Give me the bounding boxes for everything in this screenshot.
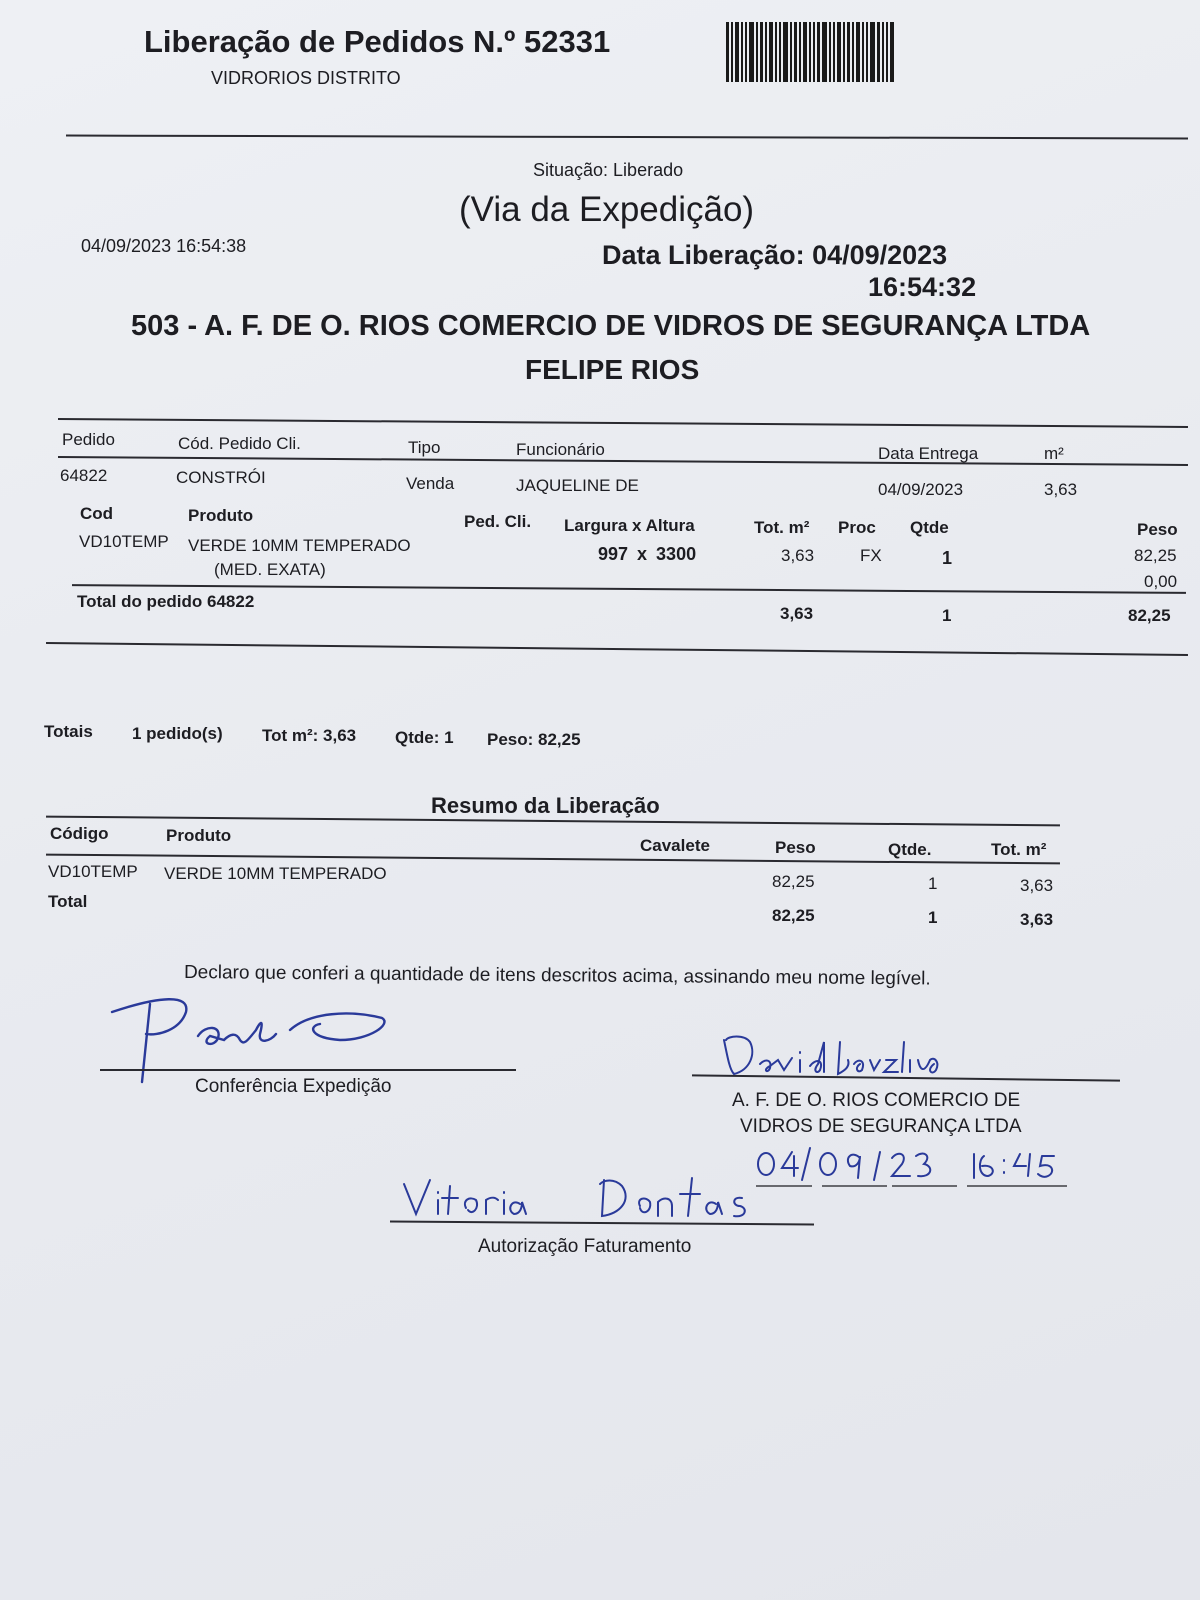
- totals-peso: Peso: 82,25: [487, 730, 581, 749]
- print-datetime: 04/09/2023 16:54:38: [81, 236, 247, 256]
- item-header-proc: Proc: [838, 518, 876, 537]
- delivery-date: 04/09/2023: [878, 480, 964, 499]
- copy-label: (Via da Expedição): [459, 190, 755, 229]
- item-header-tot-m2: Tot. m²: [754, 518, 810, 537]
- order-number: 64822: [60, 466, 108, 485]
- order-total-m2: 3,63: [780, 604, 814, 623]
- summary-header-produto: Produto: [166, 826, 232, 845]
- order-total-qtde: 1: [942, 606, 952, 625]
- item-product: VERDE 10MM TEMPERADO: [188, 536, 411, 555]
- client-name: 503 - A. F. DE O. RIOS COMERCIO DE VIDROS DE SEGURANÇA LTDA: [131, 310, 1091, 342]
- client-contact: FELIPE RIOS: [525, 354, 700, 385]
- totals-m2: Tot m²: 3,63: [262, 726, 357, 745]
- col-header-funcionario: Funcionário: [516, 440, 605, 459]
- col-header-tipo: Tipo: [408, 438, 441, 457]
- order-m2: 3,63: [1044, 480, 1078, 499]
- conferencia-signature: [100, 990, 400, 1090]
- item-header-qtde: Qtde: [910, 518, 949, 537]
- order-table-top-line: [58, 418, 1188, 427]
- barcode-icon: [726, 22, 922, 82]
- cliente-label-line2: VIDROS DE SEGURANÇA LTDA: [740, 1116, 1022, 1137]
- item-header-ped-cli: Ped. Cli.: [464, 512, 532, 531]
- summary-row-tot-m2: 3,63: [1020, 876, 1054, 895]
- item-code: VD10TEMP: [79, 532, 169, 551]
- item-tot-m2: 3,63: [781, 546, 815, 565]
- employee-name: JAQUELINE DE: [516, 476, 639, 495]
- item-peso-extra: 0,00: [1144, 572, 1178, 591]
- totals-orders: 1 pedido(s): [132, 724, 223, 743]
- item-header-peso: Peso: [1137, 520, 1178, 539]
- cliente-label-line1: A. F. DE O. RIOS COMERCIO DE: [732, 1090, 1021, 1111]
- release-date: Data Liberação: 04/09/2023: [602, 240, 948, 270]
- col-header-data-entrega: Data Entrega: [878, 444, 979, 463]
- summary-row-produto: VERDE 10MM TEMPERADO: [164, 864, 387, 883]
- summary-total-peso: 82,25: [772, 906, 815, 925]
- item-dimensions: 997 x 3300: [598, 544, 697, 564]
- summary-total-label: Total: [48, 892, 88, 911]
- summary-row-qtde: 1: [928, 874, 938, 893]
- col-header-m2: m²: [1044, 444, 1064, 463]
- summary-total-qtde: 1: [928, 908, 938, 927]
- order-type: Venda: [406, 474, 455, 493]
- col-header-cod-pedido-cli: Cód. Pedido Cli.: [178, 434, 301, 453]
- col-header-pedido: Pedido: [62, 430, 115, 449]
- summary-title: Resumo da Liberação: [431, 793, 660, 818]
- document-title: Liberação de Pedidos N.º 52331: [144, 24, 611, 59]
- cliente-signature: [720, 1030, 960, 1090]
- item-peso: 82,25: [1134, 546, 1177, 565]
- summary-total-tot-m2: 3,63: [1020, 910, 1054, 929]
- item-header-cod: Cod: [80, 504, 114, 523]
- company-name: VIDRORIOS DISTRITO: [211, 68, 401, 88]
- summary-row-peso: 82,25: [772, 872, 815, 891]
- client-order-code: CONSTRÓI: [176, 468, 266, 487]
- item-header-produto: Produto: [188, 506, 254, 525]
- autorizacao-label: Autorização Faturamento: [478, 1236, 692, 1257]
- item-header-dimensions: Largura x Altura: [564, 516, 695, 535]
- status-text: Situação: Liberado: [533, 160, 684, 180]
- summary-header-qtde: Qtde.: [888, 840, 932, 859]
- totals-label: Totais: [44, 722, 93, 741]
- totals-qtde: Qtde: 1: [395, 728, 454, 747]
- summary-row-codigo: VD10TEMP: [48, 862, 138, 881]
- conferencia-label: Conferência Expedição: [195, 1076, 392, 1097]
- handwritten-date: [752, 1146, 1072, 1190]
- item-qtde: 1: [942, 548, 953, 568]
- header-divider: [66, 135, 1188, 140]
- item-product-note: (MED. EXATA): [214, 560, 326, 579]
- order-table-bottom-line: [46, 642, 1188, 656]
- order-table-header-line: [58, 456, 1188, 465]
- summary-header-cavalete: Cavalete: [640, 836, 710, 855]
- order-total-label: Total do pedido 64822: [77, 592, 255, 611]
- summary-header-peso: Peso: [775, 838, 816, 857]
- declaration-text: Declaro que conferi a quantidade de itens descritos acima, assinando meu nome legível.: [183, 962, 931, 990]
- order-total-peso: 82,25: [1128, 606, 1171, 625]
- release-time: 16:54:32: [868, 272, 977, 302]
- summary-header-codigo: Código: [50, 824, 109, 843]
- summary-header-tot-m2: Tot. m²: [991, 840, 1047, 859]
- conferencia-signature-line: [100, 1069, 516, 1071]
- item-proc: FX: [860, 546, 882, 565]
